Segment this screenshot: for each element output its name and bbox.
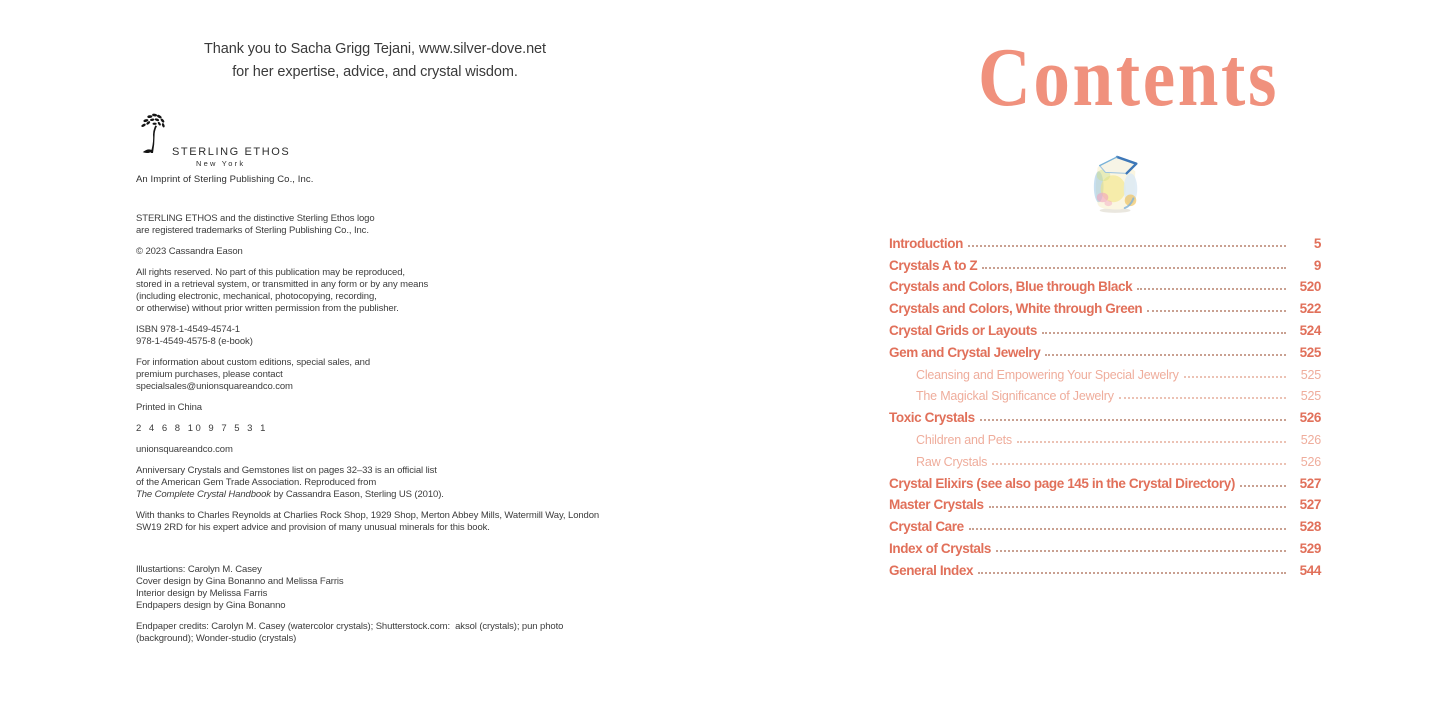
toc-entry-page: 529 bbox=[1299, 540, 1321, 556]
toc-entry bbox=[889, 491, 1321, 513]
toc-entry-label: The Magickal Significance of Jewelry bbox=[916, 389, 1114, 404]
toc-entry bbox=[889, 382, 1321, 404]
colophon bbox=[136, 213, 616, 654]
toc-leader-dots bbox=[969, 528, 1286, 530]
toc-entry-page: 544 bbox=[1299, 562, 1321, 578]
publisher-logo bbox=[136, 110, 436, 190]
colophon-paragraph: Anniversary Crystals and Gemstones list on pages 32–33 is an official list of the American Gem Trade Association. Reproduced from The Complete Crystal Handbook by Cassandra Eason, Sterling US (2010). bbox=[136, 465, 444, 500]
toc-entry bbox=[889, 316, 1321, 338]
toc-entry-label: General Index bbox=[889, 562, 974, 578]
toc-entry-page: 528 bbox=[1299, 519, 1321, 535]
toc-entry-label: Crystals and Colors, Blue through Black bbox=[889, 279, 1133, 295]
toc-entry-label: Crystal Grids or Layouts bbox=[889, 322, 1037, 338]
colophon-paragraph: © 2023 Cassandra Eason bbox=[136, 246, 243, 257]
colophon-paragraph: unionsquareandco.com bbox=[136, 444, 233, 455]
toc-leader-dots bbox=[1119, 397, 1286, 399]
colophon-paragraph: ISBN 978-1-4549-4574-1 978-1-4549-4575-8 (e-book) bbox=[136, 324, 253, 347]
toc-entry-page: 525 bbox=[1300, 389, 1321, 404]
toc-entry-label: Cleansing and Empowering Your Special Jewelry bbox=[916, 367, 1179, 382]
toc-entry-label: Crystals and Colors, White through Green bbox=[889, 301, 1143, 317]
toc-entry-label: Crystal Elixirs (see also page 145 in the Crystal Directory) bbox=[889, 475, 1235, 491]
toc-entry-page: 9 bbox=[1313, 257, 1321, 273]
toc-leader-dots bbox=[1240, 485, 1286, 487]
toc-entry-label: Gem and Crystal Jewelry bbox=[889, 344, 1041, 360]
toc-entry-page: 522 bbox=[1299, 301, 1321, 317]
toc-leader-dots bbox=[982, 267, 1286, 269]
colophon-paragraph: For information about custom editions, special sales, and premium purchases, please contact specialsales@unionsquareandco.com bbox=[136, 357, 371, 392]
toc-entry-page: 5 bbox=[1313, 235, 1321, 251]
acknowledgment bbox=[150, 38, 600, 84]
toc-leader-dots bbox=[980, 419, 1286, 421]
colophon-paragraph: 2 4 6 8 10 9 7 5 3 1 bbox=[136, 423, 268, 434]
toc-leader-dots bbox=[992, 463, 1286, 465]
toc-entry bbox=[889, 273, 1321, 295]
toc-leader-dots bbox=[1147, 310, 1286, 312]
toc-entry bbox=[889, 512, 1321, 534]
toc-entry bbox=[889, 360, 1321, 382]
colophon-paragraph: Printed in China bbox=[136, 402, 202, 413]
toc-entry bbox=[889, 534, 1321, 556]
toc-entry-label: Children and Pets bbox=[916, 432, 1012, 447]
toc-entry bbox=[889, 556, 1321, 578]
toc-leader-dots bbox=[978, 572, 1286, 574]
toc-leader-dots bbox=[1137, 288, 1286, 290]
acknowledgment-line-2: for her expertise, advice, and crystal wisdom. bbox=[232, 64, 518, 80]
toc-leader-dots bbox=[1184, 376, 1286, 378]
toc-leader-dots bbox=[1045, 354, 1286, 356]
toc-entry-label: Toxic Crystals bbox=[889, 410, 975, 426]
toc-entry-page: 526 bbox=[1299, 410, 1321, 426]
toc-entry bbox=[889, 425, 1321, 447]
acknowledgment-line-1: Thank you to Sacha Grigg Tejani, www.silver-dove.net bbox=[204, 41, 546, 57]
toc-entry bbox=[889, 294, 1321, 316]
toc-entry-label: Raw Crystals bbox=[916, 454, 988, 469]
contents-title: Contents bbox=[978, 31, 1280, 124]
toc-entry bbox=[889, 469, 1321, 491]
toc-leader-dots bbox=[1017, 441, 1286, 443]
colophon-paragraph: Endpaper credits: Carolyn M. Casey (watercolor crystals); Shutterstock.com: aksol (crystals); pun photo (background); Wonder-studio (crystals) bbox=[136, 621, 564, 644]
copyright-page bbox=[0, 0, 722, 723]
publisher-name: STERLING ETHOS bbox=[172, 146, 291, 158]
toc-entry-label: Master Crystals bbox=[889, 497, 984, 513]
toc-leader-dots bbox=[989, 506, 1286, 508]
toc-entry-page: 525 bbox=[1300, 367, 1321, 382]
colophon-paragraph: STERLING ETHOS and the distinctive Sterling Ethos logo are registered trademarks of Sterling Publishing Co., Inc. bbox=[136, 213, 375, 236]
toc-entry-label: Index of Crystals bbox=[889, 540, 991, 556]
toc-entry bbox=[889, 403, 1321, 425]
toc-leader-dots bbox=[968, 245, 1286, 247]
toc-entry-page: 520 bbox=[1299, 279, 1321, 295]
toc-entry-label: Introduction bbox=[889, 235, 963, 251]
toc-entry-page: 526 bbox=[1300, 454, 1321, 469]
contents-page bbox=[722, 0, 1445, 723]
colophon-paragraph: Illustartions: Carolyn M. Casey Cover design by Gina Bonanno and Melissa Farris Interior design by Melissa Farris Endpapers design by Gina Bonanno bbox=[136, 564, 344, 611]
publisher-imprint: An Imprint of Sterling Publishing Co., Inc. bbox=[136, 174, 314, 185]
toc-entry-label: Crystal Care bbox=[889, 519, 964, 535]
watercolor-crystal-cube-illustration bbox=[1090, 150, 1144, 214]
tree-icon bbox=[138, 112, 168, 156]
toc-entry-page: 527 bbox=[1299, 497, 1321, 513]
publisher-city: New York bbox=[196, 159, 246, 168]
toc-entry-page: 527 bbox=[1299, 475, 1321, 491]
toc-entry bbox=[889, 447, 1321, 469]
colophon-paragraph: All rights reserved. No part of this publication may be reproduced, stored in a retrieval system, or transmitted in any form or by any means (including electronic, mechanical, photocopying, recording, or otherwise) without prior written permission from the publisher. bbox=[136, 267, 429, 314]
toc-entry-label: Crystals A to Z bbox=[889, 257, 978, 273]
toc-entry-page: 526 bbox=[1300, 432, 1321, 447]
toc-entry-page: 524 bbox=[1299, 322, 1321, 338]
toc-list bbox=[889, 229, 1321, 578]
toc-entry-page: 525 bbox=[1299, 344, 1321, 360]
toc-entry bbox=[889, 229, 1321, 251]
toc-leader-dots bbox=[996, 550, 1286, 552]
toc-entry bbox=[889, 251, 1321, 273]
toc-leader-dots bbox=[1042, 332, 1286, 334]
colophon-paragraph: With thanks to Charles Reynolds at Charlies Rock Shop, 1929 Shop, Merton Abbey Mills, Watermill Way, London SW19 2RD for his expert advice and provision of many unusual minerals for this book. bbox=[136, 510, 600, 533]
toc-entry bbox=[889, 338, 1321, 360]
